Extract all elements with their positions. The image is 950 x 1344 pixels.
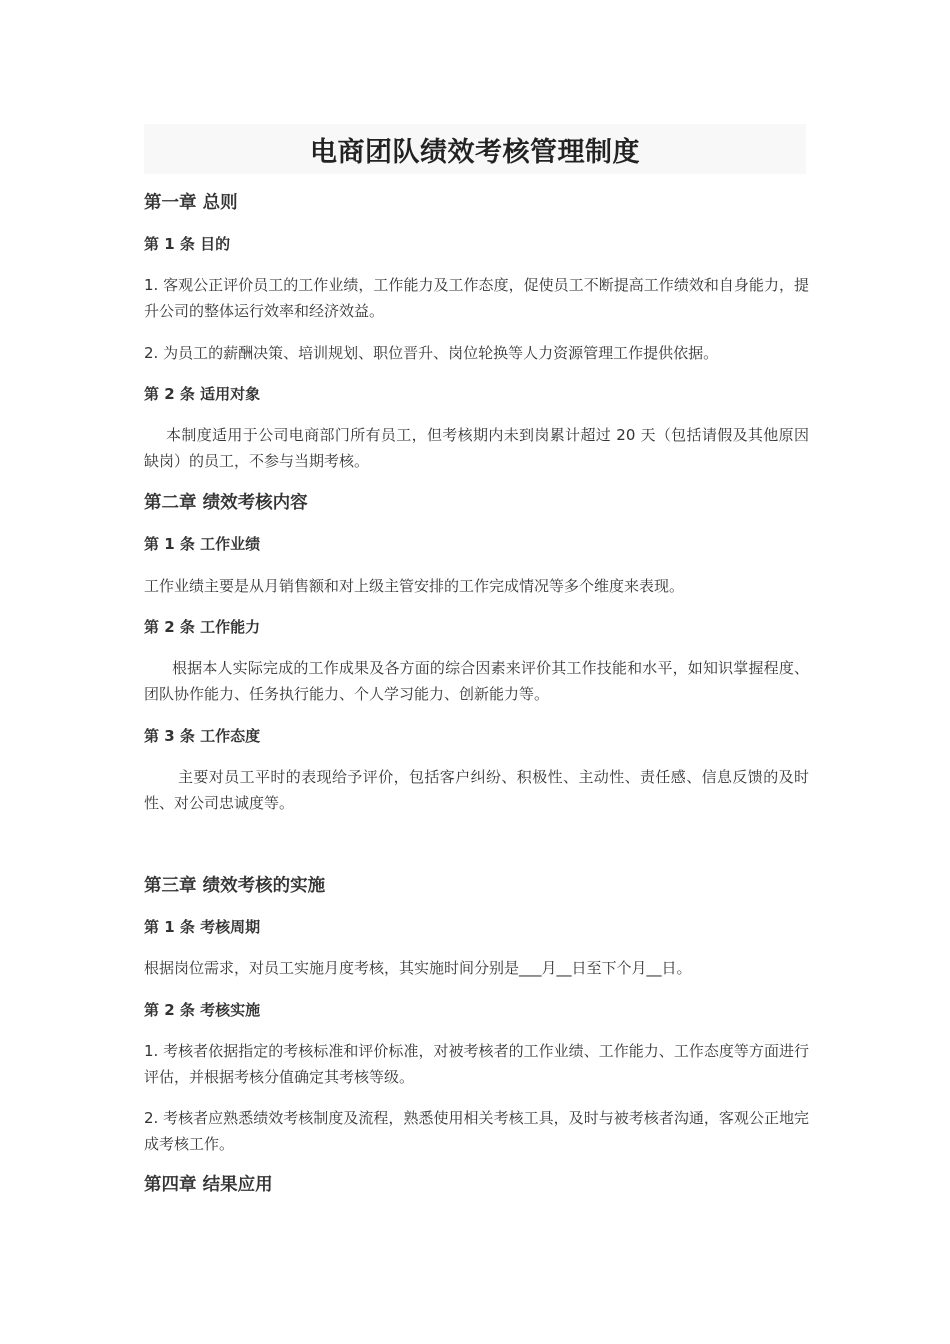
article-heading: 第 1 条 工作业绩 xyxy=(144,535,261,553)
paragraph: 1. 客观公正评价员工的工作业绩，工作能力及工作态度，促使员工不断提高工作绩效和自身能力，提升公司的整体运行效率和经济效益。 xyxy=(144,276,809,320)
article-heading: 第 2 条 考核实施 xyxy=(144,1001,261,1019)
paragraph: 根据本人实际完成的工作成果及各方面的综合因素来评价其工作技能和水平，如知识掌握程度、团队协作能力、任务执行能力、个人学习能力、创新能力等。 xyxy=(144,659,809,703)
paragraph: 2. 考核者应熟悉绩效考核制度及流程，熟悉使用相关考核工具，及时与被考核者沟通，客观公正地完成考核工作。 xyxy=(144,1109,809,1153)
chapter-heading: 第三章 绩效考核的实施 xyxy=(144,876,326,896)
paragraph: 工作业绩主要是从月销售额和对上级主管安排的工作完成情况等多个维度来表现。 xyxy=(144,577,685,595)
paragraph: 本制度适用于公司电商部门所有员工，但考核期内未到岗累计超过 20 天（包括请假及其他原因缺岗）的员工，不参与当期考核。 xyxy=(144,426,809,470)
paragraph: 主要对员工平时的表现给予评价，包括客户纠纷、积极性、主动性、责任感、信息反馈的及时性、对公司忠诚度等。 xyxy=(144,768,809,812)
article-heading: 第 3 条 工作态度 xyxy=(144,727,261,745)
paragraph: 根据岗位需求，对员工实施月度考核，其实施时间分别是___月__日至下个月__日。 xyxy=(144,959,692,977)
paragraph: 1. 考核者依据指定的考核标准和评价标准，对被考核者的工作业绩、工作能力、工作态度等方面进行评估，并根据考核分值确定其考核等级。 xyxy=(144,1042,809,1086)
chapter-heading: 第四章 结果应用 xyxy=(144,1175,273,1195)
chapter-heading: 第二章 绩效考核内容 xyxy=(144,493,308,513)
article-heading: 第 1 条 目的 xyxy=(144,235,231,253)
article-heading: 第 1 条 考核周期 xyxy=(144,918,261,936)
paragraph: 2. 为员工的薪酬决策、培训规划、职位晋升、岗位轮换等人力资源管理工作提供依据。 xyxy=(144,344,719,362)
article-heading: 第 2 条 工作能力 xyxy=(144,618,261,636)
title-banner xyxy=(144,124,806,174)
document-title: 电商团队绩效考核管理制度 xyxy=(310,136,640,168)
article-heading: 第 2 条 适用对象 xyxy=(144,385,261,403)
chapter-heading: 第一章 总则 xyxy=(144,193,238,213)
